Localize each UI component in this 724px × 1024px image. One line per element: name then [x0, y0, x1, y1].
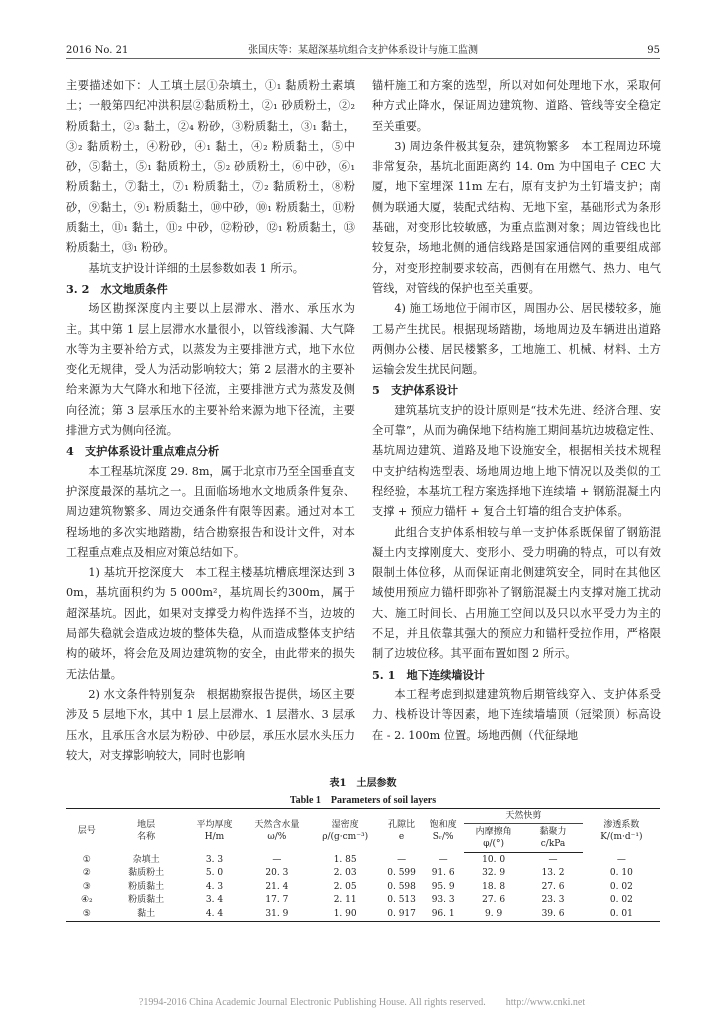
- th-void: 孔隙比 e: [381, 809, 423, 853]
- table-cell: 39. 6: [523, 907, 582, 921]
- soil-parameters-table: [66, 808, 660, 922]
- th-name: 地层 名称: [108, 809, 185, 853]
- table-cell: 0. 02: [609, 895, 633, 906]
- paragraph: 1) 基坑开挖深度大 本工程主楼基坑槽底埋深达到 30m，基坑面积约为 5 000m²，基坑周长约300m，属于超深基坑。因此，如果对支撑受力构件选择不当，边坡的局部失稳就会造成边坡的整体失稳，从而造成整体支护结构的破坏，将会危及周边建筑物的安全，由此带来的损失无法估量。: [66, 566, 355, 681]
- table-cell: —: [616, 854, 626, 865]
- table-cell: 0. 599: [387, 868, 416, 879]
- table-cell: 18. 8: [482, 881, 506, 892]
- table-cell: 1. 85: [333, 854, 357, 865]
- table-cell: 黏质粉土: [128, 868, 165, 879]
- table-cell: 2. 03: [333, 868, 357, 879]
- table-cell: 95. 9: [431, 881, 455, 892]
- table-cell: 23. 3: [541, 895, 565, 906]
- table-cell: ⑤: [66, 907, 108, 921]
- table-cell: 13. 2: [541, 868, 565, 879]
- table-cell: 96. 1: [422, 907, 464, 921]
- table-cell: 0. 513: [387, 895, 416, 906]
- table-cell: ②: [82, 868, 91, 879]
- th-saturation: 饱和度 Sᵣ/%: [422, 809, 464, 853]
- paragraph: 4) 施工场地位于闹市区，周围办公、居民楼较多，施工易产生扰民。根据现场踏勘，场地周边及车辆进出道路两侧办公楼、居民楼繁多，工地施工、机械、材料、土方运输会发生扰民问题。: [372, 302, 661, 377]
- table-cell: 4. 3: [205, 881, 224, 892]
- table-row: [66, 907, 660, 921]
- th-shear: 天然快剪: [464, 809, 583, 824]
- paragraph: 3) 周边条件极其复杂，建筑物繁多 本工程周边环境非常复杂，基坑北面距离约 14. 0m 为中国电子 CEC 大厦，地下室埋深 11m 左右，原有支护为土钉墙支护；南侧为联通大厦，装配式结构、无地下室，基础形式为条形基础，对变形比较敏感，为重点监测对象；周边管线也比较复杂，场地北侧的通信线路是国家通信网的重要组成部分，对变形控制要求较高，西侧有在用燃气、热力、电气管线，对管线的保护也至关重要。: [372, 139, 661, 295]
- table-cell: 4. 4: [185, 907, 244, 921]
- paragraph: 主要描述如下：人工填土层①杂填土，①₁ 黏质粉土素填土；一般第四纪冲洪积层②黏质粉土，②₁ 砂质粉土，②₂ 粉质黏土，②₃ 黏土，②₄ 粉砂，③粉质黏土，③₁ 黏土，③₂ 黏质粉土，④粉砂，④₁ 黏土，④₂ 粉质黏土，⑤中砂，⑤黏土，⑤₁ 黏质粉土，⑤₂ 砂质粉土，⑥中砂，⑥₁ 粉质黏土，⑦黏土，⑦₁ 粉质黏土，⑦₂ 黏质粉土，⑧粉砂，⑨黏土，⑨₁ 粉质黏土，⑩中砂，⑩₁ 粉质黏土，⑪粉质黏土，⑪₁ 黏土，⑪₂ 中砂，⑫粉砂，⑫₁ 粉质黏土，⑬粉质黏土，⑬₁ 粉砂。: [66, 79, 355, 255]
- table-cell: 31. 9: [244, 907, 309, 921]
- table-cell: 10. 0: [482, 854, 506, 865]
- table-cell: ①: [82, 854, 91, 865]
- th-water: 天然含水量 ω/%: [244, 809, 309, 853]
- paragraph: 本工程基坑深度 29. 8m，属于北京市乃至全国垂直支护深度最深的基坑之一。且面临场地水文地质条件复杂、周边建筑物繁多、周边交通条件有限等因素。通过对本工程场地的多次实地踏勘，结合勘察报告和设计文件，对本工程重点难点及相应对策总结如下。: [66, 464, 355, 559]
- table-cell: 9. 9: [464, 907, 523, 921]
- paragraph: 此组合支护体系相较与单一支护体系既保留了钢筋混凝土内支撑刚度大、变形小、受力明确的特点，可以有效限制土体位移，从而保证南北侧建筑安全，同时在其他区域使用预应力锚杆即弥补了钢筋混凝土内支撑对施工扰动大、施工时间长、占用施工空间以及只以水平受力为主的不足，并且依靠其强大的预应力和锚杆受拉作用，严格限制了边坡位移。其平面布置如图 2 所示。: [372, 525, 661, 661]
- table-cell: 杂填土: [132, 854, 160, 865]
- copyright-footer: ?1994-2016 China Academic Journal Electronic Publishing House. All rights reserved. http://www.cnki.net: [138, 997, 586, 1008]
- table-body: [66, 853, 660, 922]
- table-caption-en: Table 1 Parameters of soil layers: [289, 795, 437, 806]
- section-heading: 3. 2 水文地质条件: [66, 281, 168, 296]
- paragraph: 2) 水文条件特别复杂 根据勘察报告提供，场区主要涉及 5 层地下水，其中 1 层上层滞水、1 层潜水、3 层承压水，且承压含水层为粉砂、中砂层，承压水层水头压力较大，对支撑影响较大，同时也影响: [66, 687, 355, 762]
- paragraph: 建筑基坑支护的设计原则是“技术先进、经济合理、安全可靠”，从而为确保地下结构施工期间基坑边坡稳定性、基坑周边建筑、道路及地下设施安全，根据相关技术规程中支护结构选型表、场地周边地上地下情况以及类似的工程经验，本基坑工程方案选择地下连续墙 + 钢筋混凝土内支撑 + 预应力锚杆 + 复合土钉墙的组合支护体系。: [372, 403, 661, 519]
- table-cell: ③: [82, 881, 91, 892]
- section-heading: 5 支护体系设计: [372, 383, 459, 398]
- table-row: [66, 867, 660, 881]
- table-cell: 5. 0: [205, 868, 224, 879]
- table-cell: 93. 3: [431, 895, 455, 906]
- table-cell: 0. 10: [609, 868, 633, 879]
- table-cell: —: [438, 854, 448, 865]
- th-friction: 内摩擦角 φ/(°): [464, 824, 523, 853]
- table-cell: ④₂: [80, 895, 93, 906]
- table-cell: 0. 917: [381, 907, 423, 921]
- table-row: [66, 894, 660, 908]
- table-cell: 21. 4: [265, 881, 289, 892]
- table-cell: 1. 90: [310, 907, 381, 921]
- section-heading: 4 支护体系设计重点难点分析: [66, 444, 220, 459]
- table-row: [66, 853, 660, 867]
- table-cell: 27. 6: [541, 881, 565, 892]
- article-title-header: 张国庆等：某超深基坑组合支护体系设计与施工监测: [248, 45, 478, 56]
- table-cell: 0. 02: [609, 881, 633, 892]
- section-heading: 5. 1 地下连续墙设计: [372, 667, 485, 682]
- table-row: [66, 880, 660, 894]
- issue-label: 2016 No. 21: [66, 45, 129, 56]
- table-cell: 黏土: [108, 907, 185, 921]
- table-cell: 0. 01: [583, 907, 660, 921]
- th-cohesion: 黏聚力 c/kPa: [523, 824, 582, 853]
- left-column: [66, 76, 355, 766]
- table-cell: —: [397, 854, 407, 865]
- table-cell: 3. 4: [205, 895, 224, 906]
- th-density: 湿密度 ρ/(g·cm⁻³): [310, 809, 381, 853]
- paragraph: 锚杆施工和方案的选型，所以对如何处理地下水，采取何种方式止降水，保证周边建筑物、道路、管线等安全稳定至关重要。: [372, 79, 661, 133]
- right-column: [372, 76, 661, 746]
- th-layer: 层号: [66, 809, 108, 853]
- page-number: 95: [647, 45, 660, 56]
- table-cell: 32. 9: [482, 868, 506, 879]
- table-cell: —: [548, 854, 558, 865]
- paragraph: 场区勘探深度内主要以上层滞水、潜水、承压水为主。其中第 1 层上层滞水水量很小，以管线渗漏、大气降水等为主要补给方式，以蒸发为主要排泄方式，地下水位变化无规律，受人为活动影响较大；第 2 层潜水的主要补给来源为大气降水和地下径流，主要排泄方式为蒸发及侧向径流；第 3 层承压水的主要补给来源为地下径流，主要排泄方式为侧向径流。: [66, 302, 355, 438]
- table-cell: —: [272, 854, 282, 865]
- table-cell: 粉质黏土: [128, 895, 165, 906]
- table-cell: 27. 6: [482, 895, 506, 906]
- table-cell: 0. 598: [387, 881, 416, 892]
- table-cell: 2. 05: [333, 881, 357, 892]
- table-cell: 粉质黏土: [128, 881, 165, 892]
- table-cell: 3. 3: [205, 854, 224, 865]
- paragraph: 本工程考虑到拟建建筑物后期管线穿入、支护体系受力、栈桥设计等因素，地下连续墙墙顶（冠梁顶）标高设在 - 2. 100m 位置。场地西侧（代征绿地: [372, 687, 661, 742]
- table-cell: 2. 11: [333, 895, 357, 906]
- table-cell: 91. 6: [431, 868, 455, 879]
- th-permeability: 渗透系数 K/(m·d⁻¹): [583, 809, 660, 853]
- running-header: [66, 44, 660, 59]
- table-cell: 20. 3: [265, 868, 289, 879]
- paragraph: 基坑支护设计详细的土层参数如表 1 所示。: [88, 261, 304, 275]
- table-cell: 17. 7: [265, 895, 289, 906]
- th-thickness: 平均厚度 H/m: [185, 809, 244, 853]
- table-caption-cn: 表1 土层参数: [329, 778, 397, 789]
